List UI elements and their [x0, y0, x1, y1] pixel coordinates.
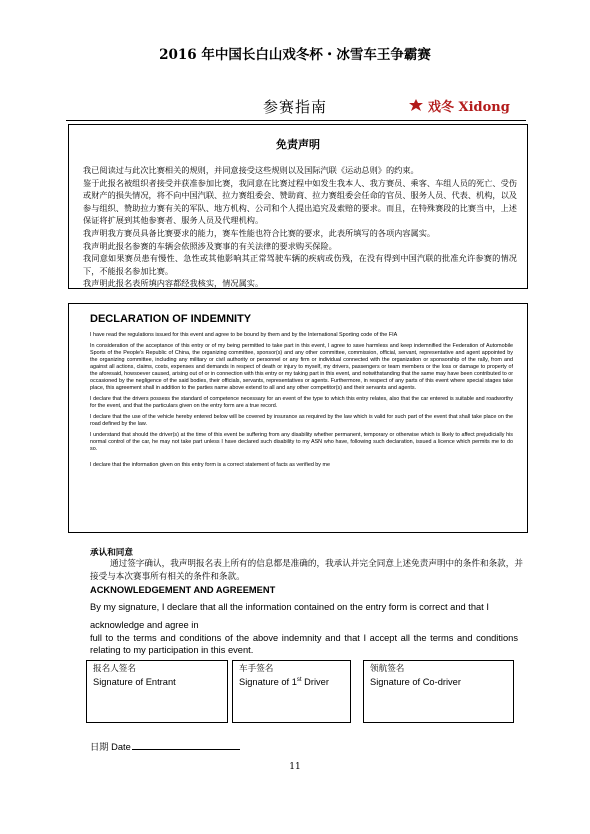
- date-field[interactable]: [90, 739, 240, 753]
- signature-entrant-box[interactable]: [86, 660, 228, 723]
- signature-driver-label-cn: 车手签名: [239, 664, 274, 674]
- xidong-logo: [407, 96, 510, 115]
- disclaimer-cn-box: [68, 124, 528, 289]
- acknowledgement-en-line: By my signature, I declare that all the information contained on the entry form is correct and that I: [90, 602, 489, 612]
- declaration-title: DECLARATION OF INDEMNITY: [90, 313, 252, 325]
- disclaimer-cn-paragraph: 我已阅读过与此次比赛相关的规则，并同意接受这些规则以及国际汽联《运动总则》的约束。: [83, 165, 419, 175]
- acknowledgement-cn-title: 承认和同意: [90, 548, 133, 558]
- declaration-paragraph: I understand that should the driver(s) at the time of this event be suffering from any disability whether permanent, temporary or otherwise which is likely to affect prejudicially his normal control of the car, he may not take part unless I have declared such disability to my ASN who have, following such declaration, issued a licence which permits me to do so.: [90, 432, 513, 452]
- document-title: 2016 年中国长白山戏冬杯・冰雪车王争霸赛: [159, 47, 431, 63]
- guide-title: 参赛指南: [263, 98, 328, 116]
- signature-entrant-label-cn: 报名人签名: [93, 664, 136, 674]
- signature-entrant-label: Signature of Entrant: [93, 677, 176, 687]
- signature-driver-label-sup: st: [296, 677, 302, 683]
- acknowledgement-en-line: acknowledge and agree in: [90, 620, 199, 630]
- disclaimer-cn-paragraph: 鉴于此报名被组织者接受并获准参加比赛，我同意在比赛过程中如发生我本人、我方赛员、乘客、车组人员的死亡、受伤或财产的损失情况，将不向中国汽联、拉力赛组委会、赞助商、拉力赛组委会任命的官员、服务人员、代表、机构，以及参与组织、赞助拉力赛有关的军队、地方机构、公司和个人提出追究及索赔的要求。而且，在特殊赛段的比赛当中，上述保证将扩展到其他参赛者、服务人员及代理机构。: [83, 177, 517, 226]
- signature-driver-box[interactable]: [232, 660, 351, 723]
- signature-codriver-label: Signature of Co-driver: [370, 677, 461, 687]
- declaration-paragraph: In consideration of the acceptance of this entry or of my being permitted to take part in this event, I agree to save harmless and keep indemnified the Federation of Automobile Sports of the People's Republic of China, the organizing committee, sponsor(s) and any other committee, commission, official, servant, representative and agent appointed by the organizing committee, including any military or civil authority or personnel or any firm or individual connected with the organization or sponsorship of the rally, from and against all actions, claims, costs, expenses and demands in respect of death or injury to myself, my drivers, passengers or team members or the loss or damage to property of the aforesaid, howsoever caused, arising out of or in connection with this entry or my taking part in this event, and notwithstanding that the same may have been contributed to or occasioned by the negligence of the said bodies, their officials, servants, representatives or agents. Furthermore, in respect of any parts of this event where special stages take place, this agreement shall in addition to the parties name above extend to all and any other competitor(s) and their servants and agents.: [90, 343, 513, 391]
- xidong-logo-icon: [407, 98, 425, 114]
- declaration-body: [90, 332, 513, 469]
- disclaimer-cn-paragraph: 我声明我方赛员具备比赛要求的能力，赛车性能也符合比赛的要求，此表所填写的各项内容属实。: [83, 227, 436, 238]
- disclaimer-cn-body: [83, 164, 517, 290]
- date-input-line[interactable]: [132, 741, 240, 750]
- signature-codriver-box[interactable]: [363, 660, 514, 723]
- declaration-paragraph: I have read the regulations issued for this event and agree to be bound by them and by the International Sporting code of the FIA: [90, 332, 398, 338]
- logo-text: 戏冬 Xidong: [428, 100, 510, 115]
- declaration-paragraph: I declare that the information given on this entry form is a correct statement of facts as verified by me: [90, 462, 330, 468]
- signature-driver-label-prefix: Signature of 1: [239, 677, 297, 688]
- header-divider: [66, 120, 526, 121]
- disclaimer-cn-title: 免责声明: [276, 138, 320, 151]
- declaration-paragraph: I declare that the drivers possess the standard of competence necessary for an event of the type to which this entry relates, also that the car entered is suitable and roadworthy for the event, and that the particulars given on the entry form are a true record.: [90, 396, 513, 409]
- acknowledgement-en-title: ACKNOWLEDGEMENT AND AGREEMENT: [90, 585, 276, 595]
- signature-driver-label: [239, 677, 344, 687]
- date-label: 日期 Date: [90, 742, 131, 752]
- declaration-of-indemnity-box: [68, 303, 528, 533]
- disclaimer-cn-paragraph: 我声明此报名参赛的车辆会依照涉及赛事的有关法律的要求购买保险。: [83, 240, 337, 251]
- acknowledgement-cn-body: 通过签字确认，我声明报名表上所有的信息都是准确的，我承认并完全同意上述免责声明中的条件和条款，并接受与本次赛事所有相关的条件和条款。: [90, 559, 523, 582]
- page-number: 11: [289, 762, 301, 772]
- disclaimer-cn-paragraph: 我同意如果赛员患有慢性、急性或其他影响其正常驾驶车辆的疾病或伤残，在没有得到中国汽联的批准允许参赛的情况下，不能报名参加比赛。: [83, 253, 517, 276]
- signature-driver-label-suffix: Driver: [301, 677, 329, 688]
- declaration-paragraph: I declare that the use of the vehicle hereby entered below will be covered by insurance as required by the law which is valid for such part of the event that shall take place on the road defined by the law.: [90, 414, 513, 427]
- disclaimer-cn-paragraph: 我声明此报名表所填内容都经我核实，情况属实。: [83, 278, 264, 289]
- signature-codriver-label-cn: 领航签名: [370, 664, 405, 674]
- acknowledgement-en-line: full to the terms and conditions of the above indemnity and that I accept all the terms and conditions relating to my participation in this event.: [90, 633, 518, 655]
